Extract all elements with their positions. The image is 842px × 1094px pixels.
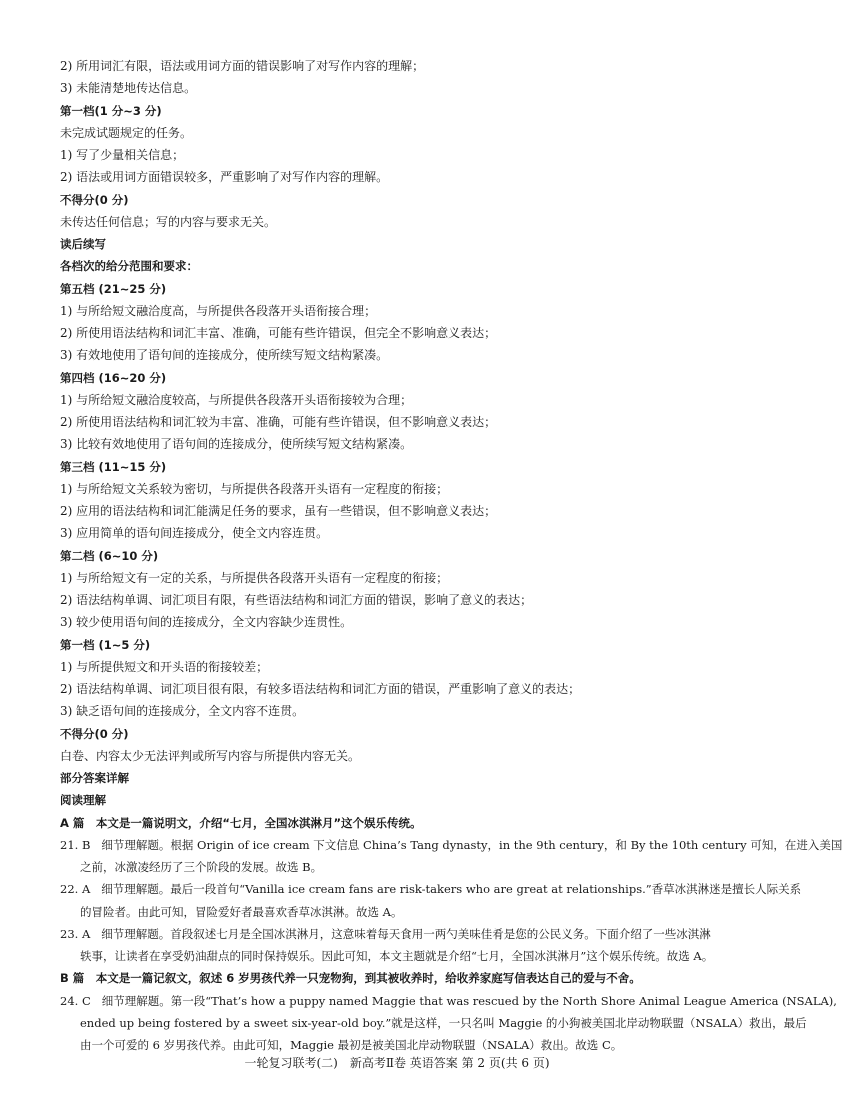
body-line: 2) 语法结构单调、词汇项目有限，有些语法结构和词汇方面的错误，影响了意义的表达； (60, 593, 533, 607)
answer-item (60, 923, 738, 945)
answer-number: 21. B (60, 837, 91, 852)
answer-continuation: ended up being fostered by a sweet six-year-old boy.”就是这样，一只名叫 Maggie 的小狗被美国北岸动物联盟（NSALA）救出，最后 (80, 1015, 807, 1030)
answer-text: 细节理解题。第一段“That’s how a puppy named Maggie that was rescued by the North Shore Animal League America (NSALA), (101, 993, 837, 1008)
section-heading: B 篇 本文是一篇记叙文，叙述 6 岁男孩代养一只宠物狗，到其被收养时，给收养家庭写信表达自己的爱与不舍。 (60, 971, 641, 986)
section-heading: 第二档 (6~10 分) (60, 548, 159, 563)
body-line: 2) 应用的语法结构和词汇能满足任务的要求，虽有一些错误，但不影响意义表达； (60, 504, 497, 518)
body-line: 2) 所用词汇有限，语法或用词方面的错误影响了对写作内容的理解； (60, 59, 425, 73)
body-line: 2) 所使用语法结构和词汇丰富、准确，可能有些许错误，但完全不影响意义表达； (60, 326, 497, 340)
answer-continuation: 的冒险者。由此可知，冒险爱好者最喜欢香草冰淇淋。故选 A。 (80, 904, 403, 919)
body-line: 1) 写了少量相关信息； (60, 148, 185, 162)
answer-continuation: 轶事，让读者在享受奶油甜点的同时保持娱乐。因此可知，本文主题就是介绍“七月，全国冰淇淋月”这个娱乐传统。故选 A。 (80, 949, 714, 963)
body-line: 1) 与所给短文有一定的关系，与所提供各段落开头语有一定程度的衔接； (60, 570, 449, 585)
body-line: 2) 所使用语法结构和词汇较为丰富、准确，可能有些许错误，但不影响意义表达； (60, 415, 497, 429)
section-heading: A 篇 本文是一篇说明文，介绍“七月，全国冰淇淋月”这个娱乐传统。 (60, 815, 422, 830)
page-footer: 一轮复习联考(二) 新高考Ⅱ卷 英语答案 第 2 页(共 6 页) (244, 1056, 550, 1070)
section-heading: 不得分(0 分) (60, 192, 129, 207)
body-line: 1) 与所提供短文和开头语的衔接较差； (60, 659, 269, 674)
section-heading: 读后续写 (60, 237, 106, 251)
section-heading: 第三档 (11~15 分) (60, 459, 167, 474)
body-line: 未完成试题规定的任务。 (60, 125, 193, 140)
body-line: 1) 与所给短文融洽度高，与所提供各段落开头语衔接合理； (60, 303, 377, 318)
section-heading: 第一档 (1~5 分) (60, 637, 151, 652)
section-heading: 阅读理解 (60, 793, 106, 808)
section-heading: 第一档(1 分~3 分) (60, 103, 162, 118)
answer-item (60, 834, 842, 856)
body-line: 3) 未能清楚地传达信息。 (60, 81, 197, 96)
body-line: 1) 与所给短文关系较为密切，与所提供各段落开头语有一定程度的衔接； (60, 481, 449, 496)
section-heading: 各档次的给分范围和要求： (60, 259, 198, 274)
answer-number: 23. A (60, 926, 91, 941)
answer-number: 24. C (60, 993, 91, 1008)
answer-continuation: 由一个可爱的 6 岁男孩代养。由此可知，Maggie 最初是被美国北岸动物联盟（NSALA）救出。故选 C。 (80, 1038, 623, 1052)
section-heading: 部分答案详解 (60, 771, 129, 785)
answer-text: 细节理解题。最后一段首句“Vanilla ice cream fans are risk-takers who are great at relationships.”香草冰淇淋迷是擅长人际关系 (101, 882, 802, 897)
body-line: 白卷、内容太少无法评判或所写内容与所提供内容无关。 (60, 748, 361, 763)
document-body (60, 55, 842, 1056)
body-line: 2) 语法或用词方面错误较多，严重影响了对写作内容的理解。 (60, 170, 389, 185)
answer-number: 22. A (60, 882, 91, 897)
section-heading: 第四档 (16~20 分) (60, 370, 167, 385)
answer-text: 细节理解题。首段叙述七月是全国冰淇淋月，这意味着每天食用一两勺美味佳肴是您的公民义务。下面介绍了一些冰淇淋 (101, 926, 711, 941)
body-line: 1) 与所给短文融洽度较高，与所提供各段落开头语衔接较为合理； (60, 392, 413, 407)
body-line: 2) 语法结构单调、词汇项目很有限，有较多语法结构和词汇方面的错误，严重影响了意义的表达； (60, 682, 581, 696)
body-line: 3) 缺乏语句间的连接成分，全文内容不连贯。 (60, 704, 305, 719)
section-heading: 不得分(0 分) (60, 726, 129, 741)
body-line: 3) 应用简单的语句间连接成分，使全文内容连贯。 (60, 526, 329, 541)
answer-continuation: 之前，冰激凌经历了三个阶段的发展。故选 B。 (80, 860, 323, 874)
body-line: 3) 有效地使用了语句间的连接成分，使所续写短文结构紧凑。 (60, 348, 389, 363)
body-line: 3) 较少使用语句间的连接成分，全文内容缺少连贯性。 (60, 615, 353, 630)
answer-text: 细节理解题。根据 Origin of ice cream 下文信息 China’s Tang dynasty，in the 9th century，和 By the 10th century 可知，在进入美国 (101, 837, 842, 852)
section-heading: 第五档 (21~25 分) (60, 281, 167, 296)
answer-item (60, 990, 837, 1012)
body-line: 未传达任何信息；写的内容与要求无关。 (60, 214, 277, 229)
answer-item (60, 878, 802, 900)
body-line: 3) 比较有效地使用了语句间的连接成分，使所续写短文结构紧凑。 (60, 437, 413, 452)
